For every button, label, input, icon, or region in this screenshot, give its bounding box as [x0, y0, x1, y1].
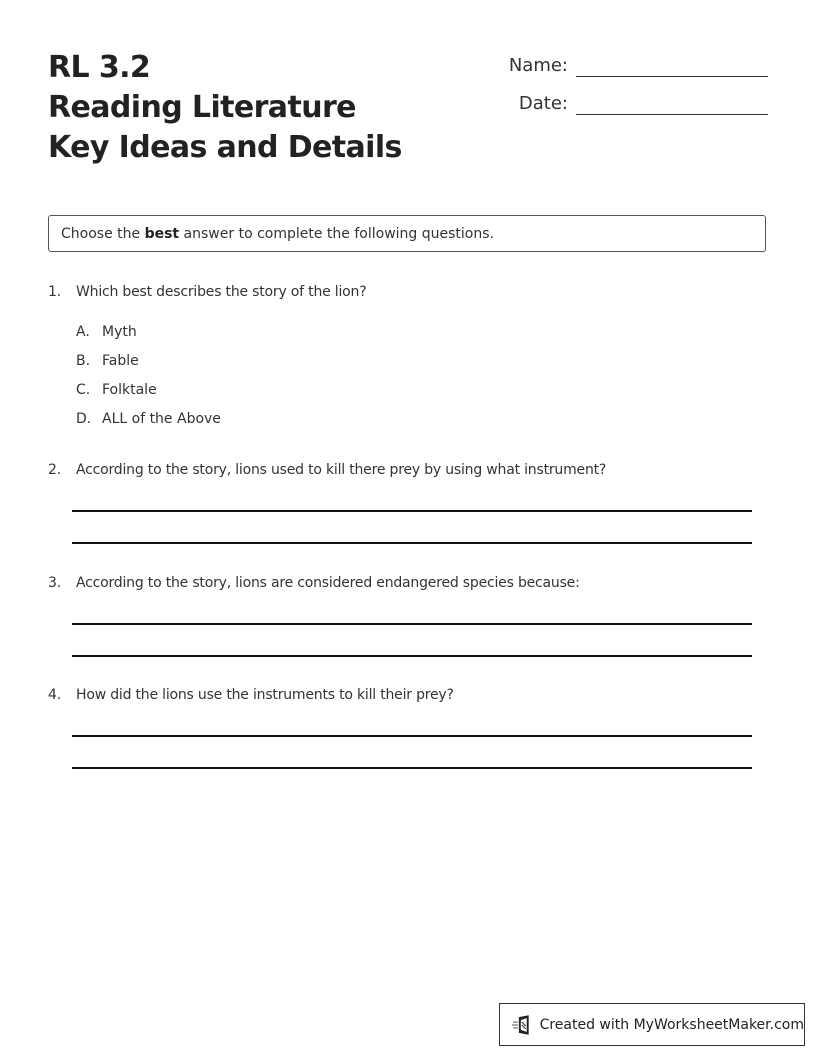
option-c[interactable] [76, 382, 157, 398]
question-number: 4. [48, 687, 61, 703]
question-1 [48, 284, 366, 300]
date-line[interactable] [576, 92, 768, 115]
option-text: Folktale [102, 382, 157, 398]
title-line-subject: Reading Literature [48, 90, 356, 125]
answer-line[interactable] [72, 623, 752, 625]
name-label: Name: [508, 55, 568, 76]
option-letter: C. [76, 382, 91, 398]
answer-line[interactable] [72, 767, 752, 769]
name-field [498, 54, 768, 77]
question-3 [48, 575, 580, 591]
answer-line[interactable] [72, 510, 752, 512]
question-4 [48, 687, 454, 703]
option-letter: D. [76, 411, 92, 427]
option-letter: A. [76, 324, 90, 340]
instructions-emphasis: best [144, 226, 180, 242]
question-text: According to the story, lions used to kill there prey by using what instrument? [76, 462, 607, 478]
option-text: ALL of the Above [102, 411, 221, 427]
answer-line[interactable] [72, 735, 752, 737]
option-text: Myth [102, 324, 137, 340]
option-a[interactable] [76, 324, 137, 340]
name-line[interactable] [576, 54, 768, 77]
date-label: Date: [518, 93, 568, 114]
instructions-box [48, 215, 766, 252]
question-text: How did the lions use the instruments to kill their prey? [76, 687, 454, 703]
question-2 [48, 462, 606, 478]
option-letter: B. [76, 353, 91, 369]
option-b[interactable] [76, 353, 139, 369]
option-d[interactable] [76, 411, 221, 427]
title-line-standard: RL 3.2 [48, 50, 151, 85]
option-text: Fable [102, 353, 139, 369]
question-number: 2. [48, 462, 61, 478]
question-text: Which best describes the story of the lion? [76, 284, 367, 300]
date-field [498, 92, 768, 115]
worksheet-maker-logo-icon [512, 1014, 534, 1036]
worksheet-title [48, 48, 402, 168]
question-number: 1. [48, 284, 61, 300]
instructions-suffix: answer to complete the following questions. [179, 226, 494, 242]
question-number: 3. [48, 575, 61, 591]
question-text: According to the story, lions are considered endangered species because: [76, 575, 580, 591]
title-line-topic: Key Ideas and Details [48, 130, 402, 165]
footer-badge[interactable] [499, 1003, 805, 1046]
answer-line[interactable] [72, 542, 752, 544]
answer-line[interactable] [72, 655, 752, 657]
instructions-prefix: Choose the [61, 226, 145, 242]
footer-text: Created with MyWorksheetMaker.com [539, 1016, 804, 1033]
